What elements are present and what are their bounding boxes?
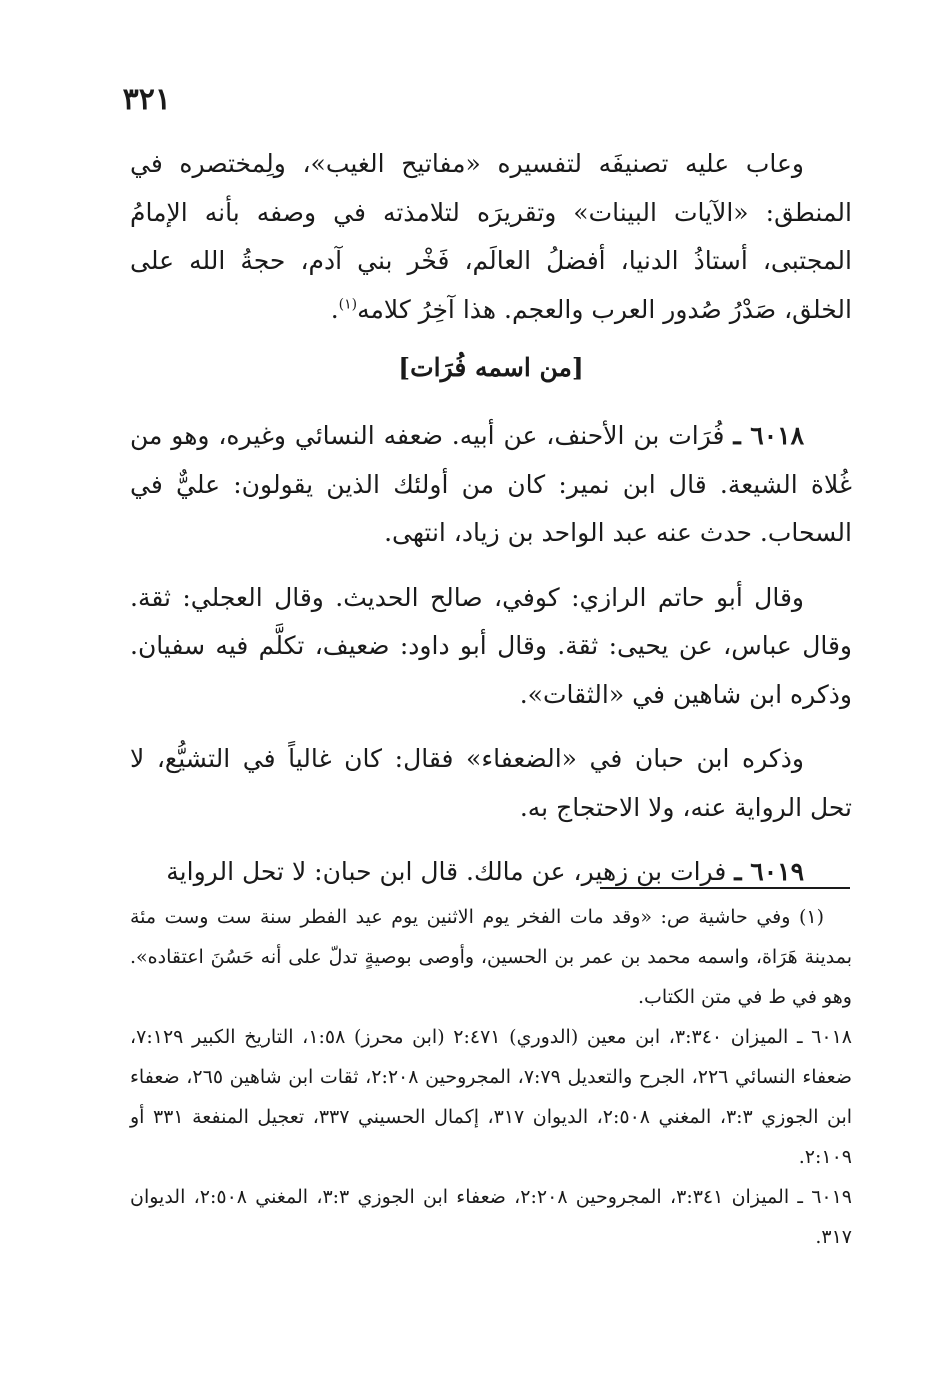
entry-6018 [130,412,852,558]
intro-text: وعاب عليه تصنيفَه لتفسيره «مفاتيح الغيب»، ولِمختصره في المنطق: «الآيات البينات» وتقريرَه لتلامذته في وصفه بأنه الإمامُ المجتبى، أستاذُ الدنيا، أفضلُ العالَم، فَخْر بني آدم، حجةُ الله على الخلق، صَدْرُ صُدور العرب والعجم. هذا آخِرُ كلامه [130,149,852,324]
paragraph-ibn-hibban: وذكره ابن حبان في «الضعفاء» فقال: كان غالياً في التشيُّع، لا تحل الرواية عنه، ولا الاحتجاج به. [130,744,852,822]
entry-text: فُرَات بن الأحنف، عن أبيه. ضعفه النسائي وغيره، وهو من غُلاة الشيعة. قال ابن نمير: كان من أولئك الذين يقولون: عليٌّ في السحاب. حدث عنه عبد الواحد بن زياد، انتهى. [130,421,852,547]
entry-6019 [130,848,852,897]
paragraph-narrators: وقال أبو حاتم الرازي: كوفي، صالح الحديث. وقال العجلي: ثقة. وقال عباس، عن يحيى: ثقة. وقال أبو داود: ضعيف، تكلَّم فيه سفيان. وذكره ابن شاهين في «الثقات». [130,582,852,709]
entry-number: ٦٠١٩ ـ [734,857,804,886]
footnote-sources-6018: ٦٠١٨ ـ الميزان ٣:٣٤٠، ابن معين (الدوري) ٢:٤٧١ (ابن محرز) ١:٥٨، التاريخ الكبير ٧:١٢٩، ضعفاء النسائي ٢٢٦، الجرح والتعديل ٧:٧٩، المجروحين ٢:٢٠٨، ثقات ابن شاهين ٢٦٥، ضعفاء ابن الجوزي ٣:٣، المغني ٢:٥٠٨، الديوان ٣١٧، إكمال الحسيني ٣٣٧، تعجيل المنفعة ٣٣١ أو ٢:١٠٩. [130,1026,853,1168]
footnote-1: (١) وفي حاشية ص: «وقد مات الفخر يوم الاثنين يوم عيد الفطر سنة ست وست مئة بمدينة هَرَاة، واسمه محمد بن عمر بن الحسين، وأوصى بوصيةٍ تدلّ على أنه حَسُنَ اعتقاده». وهو في ط في متن الكتاب. [130,906,852,1008]
footnotes [130,897,852,1257]
intro-paragraph [130,140,852,334]
footnote-marker: (١) [338,296,358,313]
intro-end: . [330,294,339,324]
main-text [130,140,852,897]
page-number: ٣٢١ [122,82,171,117]
footnote-separator [600,887,850,889]
entry-text: فرات بن زهير، عن مالك. قال ابن حبان: لا تحل الرواية [166,857,735,886]
section-heading: [من اسمه فُرَات] [398,353,584,382]
entry-number: ٦٠١٨ ـ [733,421,805,450]
footnote-sources-6019: ٦٠١٩ ـ الميزان ٣:٣٤١، المجروحين ٢:٢٠٨، ضعفاء ابن الجوزي ٣:٣، المغني ٢:٥٠٨، الديوان ٣١٧. [130,1186,853,1248]
